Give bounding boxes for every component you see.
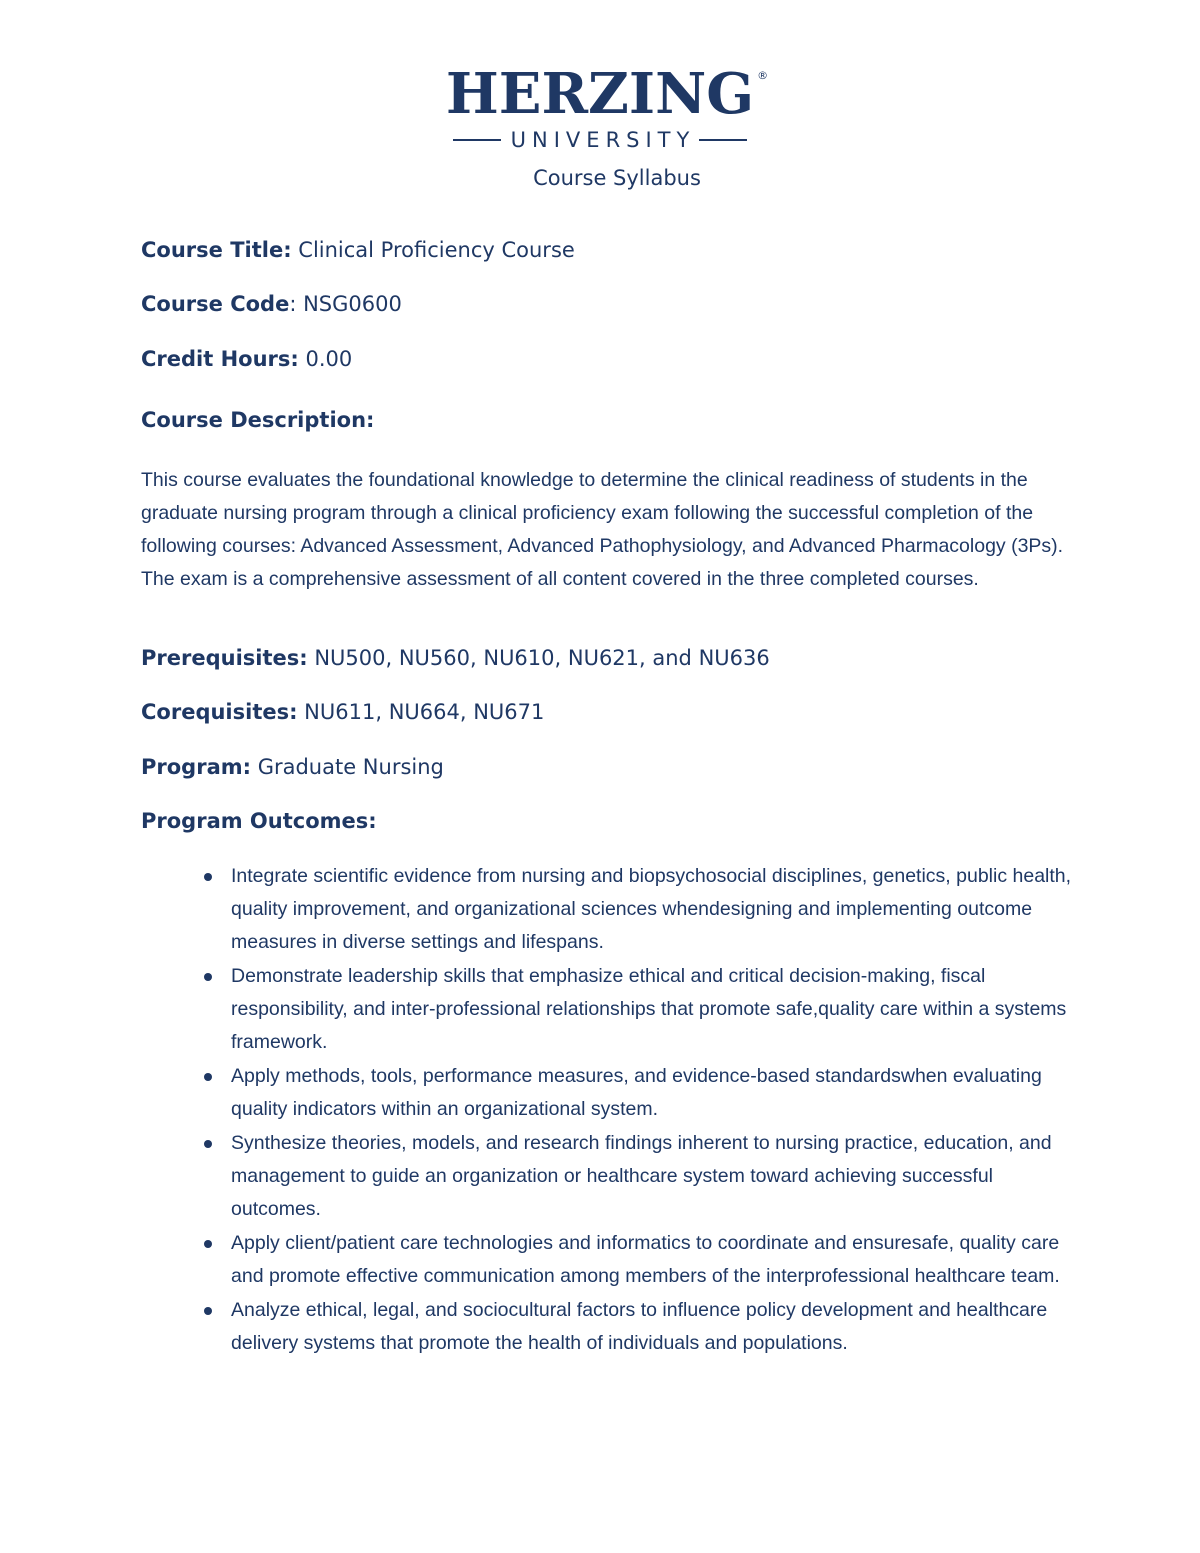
program-value: Graduate Nursing: [251, 755, 444, 779]
corequisites-field: [141, 700, 544, 724]
logo-subtitle-text: UNIVERSITY: [510, 128, 696, 152]
course-title-field: [141, 238, 575, 262]
list-item: Integrate scientific evidence from nursing and biopsychosocial disciplines, genetics, public health, quality improvement, and organizational sciences whendesigning and implementing outcome measures in diverse settings and lifespans.: [200, 860, 1080, 959]
bullet-icon: [204, 1073, 212, 1081]
credit-hours-label: Credit Hours:: [141, 347, 299, 371]
program-outcomes-list: [200, 860, 1080, 1361]
list-item: Apply client/patient care technologies and informatics to coordinate and ensuresafe, quality care and promote effective communication among members of the interprofessional healthcare team.: [200, 1227, 1080, 1293]
list-item: Analyze ethical, legal, and sociocultural factors to influence policy development and healthcare delivery systems that promote the health of individuals and populations.: [200, 1294, 1080, 1360]
bullet-icon: [204, 873, 212, 881]
bullet-icon: [204, 1140, 212, 1148]
prerequisites-field: [141, 646, 770, 670]
credit-hours-field: [141, 347, 352, 371]
course-description-text: This course evaluates the foundational knowledge to determine the clinical readiness of students in the graduate nursing program through a clinical proficiency exam following the successful completion of the following courses: Advanced Assessment, Advanced Pathophysiology, and Advanced Pharmacology (3Ps). The exam is a comprehensive assessment of all content covered in the three completed courses.: [141, 469, 1064, 590]
list-item: Apply methods, tools, performance measures, and evidence-based standardswhen evaluating quality indicators within an organizational system.: [200, 1060, 1080, 1126]
corequisites-value: NU611, NU664, NU671: [297, 700, 545, 724]
registered-mark: ®: [757, 69, 769, 82]
corequisites-label: Corequisites:: [141, 700, 298, 724]
logo-rule-right: [699, 139, 747, 141]
document-title: Course Syllabus: [533, 166, 701, 190]
course-title-label: Course Title:: [141, 238, 292, 262]
logo-subtitle: [0, 128, 1200, 152]
course-description-heading: Course Description:: [141, 408, 375, 432]
program-field: [141, 755, 444, 779]
logo-rule-left: [453, 139, 501, 141]
bullet-icon: [204, 973, 212, 981]
program-label: Program:: [141, 755, 252, 779]
program-outcomes-heading: Program Outcomes:: [141, 809, 377, 833]
credit-hours-value: 0.00: [298, 347, 353, 371]
bullet-icon: [204, 1307, 212, 1315]
course-code-value: : NSG0600: [289, 292, 402, 316]
bullet-icon: [204, 1240, 212, 1248]
list-item: Synthesize theories, models, and research findings inherent to nursing practice, education, and management to guide an organization or healthcare system toward achieving successful outcomes.: [200, 1127, 1080, 1226]
course-code-field: [141, 292, 402, 316]
course-title-value: Clinical Proficiency Course: [291, 238, 575, 262]
list-item: Demonstrate leadership skills that emphasize ethical and critical decision-making, fiscal responsibility, and inter-professional relationships that promote safe,quality care within a systems framework.: [200, 960, 1080, 1059]
prerequisites-value: NU500, NU560, NU610, NU621, and NU636: [307, 646, 770, 670]
course-code-label: Course Code: [141, 292, 290, 316]
university-logo: [0, 61, 1200, 152]
prerequisites-label: Prerequisites:: [141, 646, 308, 670]
logo-wordmark: HERZING ®: [445, 61, 769, 127]
